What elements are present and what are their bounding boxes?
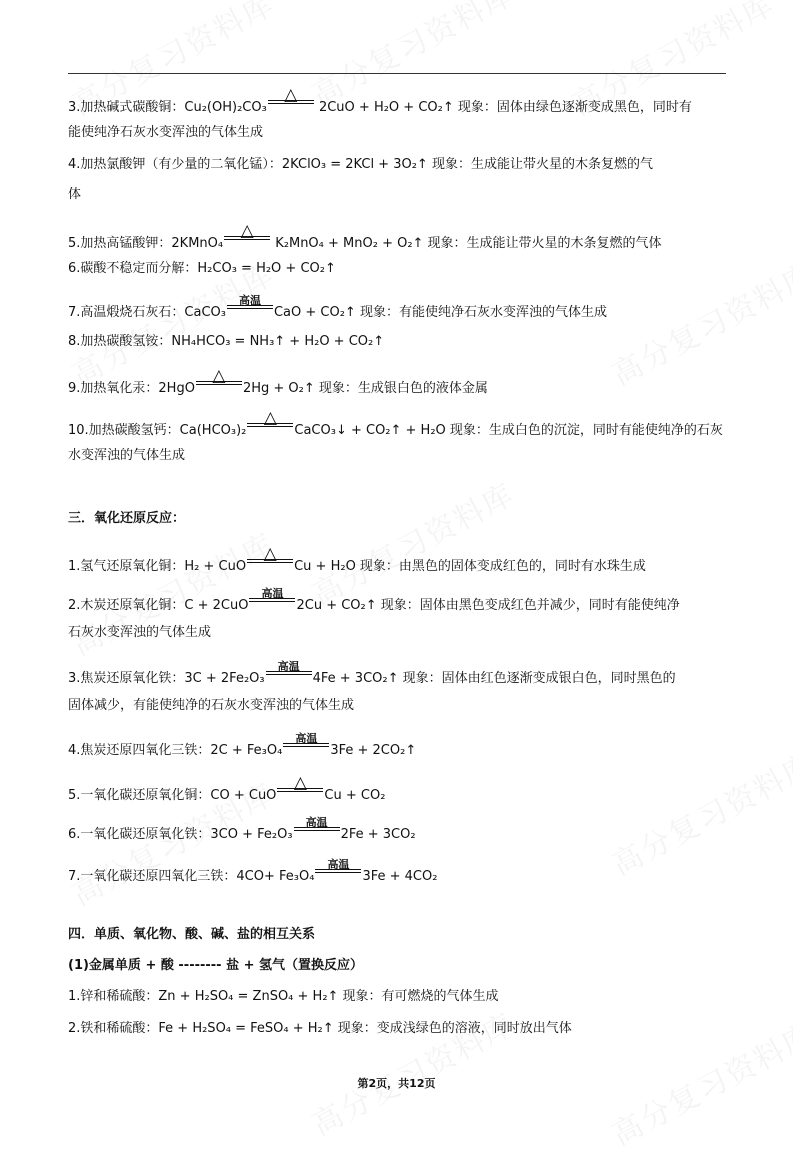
reaction-condition-sign <box>227 294 273 316</box>
text-line <box>68 187 728 203</box>
condition-label: △ <box>240 221 254 241</box>
reaction-condition-sign <box>268 85 314 111</box>
text-line <box>68 1021 728 1037</box>
text-run: 2.铁和稀硫酸：Fe + H₂SO₄ = FeSO₄ + H₂↑ 现象：变成浅绿色的溶液，同时放出气体 <box>68 1021 572 1036</box>
condition-label: △ <box>212 366 226 386</box>
text-line <box>68 408 728 439</box>
reaction-condition-sign <box>266 660 312 682</box>
reaction-condition-sign <box>224 221 270 247</box>
text-run: Cu + CO₂ <box>324 788 386 803</box>
section-heading <box>68 927 728 943</box>
text-line <box>68 989 728 1005</box>
text-line <box>68 448 728 464</box>
text-run: 石灰水变浑浊的气体生成 <box>68 625 212 640</box>
reaction-condition-sign <box>196 366 242 392</box>
text-run: CaO + CO₂↑ 现象：有能使纯净石灰水变浑浊的气体生成 <box>273 305 607 320</box>
text-run: 4.加热氯酸钾（有少量的二氧化锰）：2KClO₃ = 2KCl + 3O₂↑ 现象：生成能让带火星的木条复燃的气 <box>68 157 653 172</box>
watermark-text <box>603 740 793 884</box>
text-run: 四．单质、氧化物、酸、碱、盐的相互关系 <box>68 927 316 942</box>
text-run: 3Fe + 4CO₂ <box>362 869 438 884</box>
section-heading <box>68 958 728 974</box>
page-footer: 第2页，共12页 <box>357 1077 436 1090</box>
reaction-condition-sign <box>294 816 340 838</box>
text-line <box>68 125 728 141</box>
text-line <box>68 698 728 714</box>
text-run: 2CuO + H₂O + CO₂↑ 现象：固体由绿色逐渐变成黑色，同时有 <box>314 100 692 115</box>
text-run: 3Fe + 2CO₂↑ <box>330 743 417 758</box>
condition-label: 高温 <box>277 660 300 673</box>
text-run: 2Hg + O₂↑ 现象：生成银白色的液体金属 <box>242 381 488 396</box>
text-run: 三．氧化还原反应： <box>68 511 186 526</box>
condition-label: 高温 <box>261 587 284 600</box>
text-run: 1.锌和稀硫酸：Zn + H₂SO₄ = ZnSO₄ + H₂↑ 现象：有可燃烧的气体生成 <box>68 989 499 1004</box>
text-run: 6.碳酸不稳定而分解：H₂CO₃ = H₂O + CO₂↑ <box>68 261 336 276</box>
text-line <box>68 773 728 804</box>
text-run: 能使纯净石灰水变浑浊的气体生成 <box>68 125 264 140</box>
text-run: CaCO₃↓ + CO₂↑ + H₂O 现象：生成白色的沉淀，同时有能使纯净的石灰 <box>294 423 723 438</box>
condition-label: 高温 <box>295 732 318 745</box>
section-heading <box>68 511 728 527</box>
text-run: 体 <box>68 187 82 202</box>
text-run: 7.一氧化碳还原四氧化三铁：4CO+ Fe₃O₄ <box>68 869 315 884</box>
text-line <box>68 366 728 397</box>
text-run: 8.加热碳酸氢铵：NH₄HCO₃ = NH₃↑ + H₂O + CO₂↑ <box>68 334 385 349</box>
text-run: 6.一氧化碳还原氧化铁：3CO + Fe₂O₃ <box>68 827 293 842</box>
text-run: 10.加热碳酸氢钙：Ca(HCO₃)₂ <box>68 423 247 438</box>
text-run: (1)金属单质 + 酸 -------- 盐 + 氢气（置换反应） <box>68 958 364 973</box>
text-run: 5.一氧化碳还原氧化铜：CO + CuO <box>68 788 277 803</box>
reaction-condition-sign <box>247 408 293 434</box>
text-run: 固体减少，有能使纯净的石灰水变浑浊的气体生成 <box>68 698 355 713</box>
text-run: 7.高温煅烧石灰石：CaCO₃ <box>68 305 226 320</box>
text-line <box>68 587 728 614</box>
condition-label: 高温 <box>238 294 261 307</box>
text-line <box>68 294 728 321</box>
text-run: 3.焦炭还原氧化铁：3C + 2Fe₂O₃ <box>68 671 265 686</box>
header-rule <box>68 73 726 74</box>
text-run: 4Fe + 3CO₂↑ 现象：固体由红色逐渐变成银白色，同时黑色的 <box>312 671 676 686</box>
text-line <box>68 221 728 252</box>
text-line <box>68 816 728 843</box>
text-line <box>68 334 728 350</box>
text-line <box>68 544 728 575</box>
text-run: 3.加热碱式碳酸铜：Cu₂(OH)₂CO₃ <box>68 100 267 115</box>
text-run: 1.氢气还原氧化铜：H₂ + CuO <box>68 559 247 574</box>
reaction-condition-sign <box>247 544 293 570</box>
text-line <box>68 625 728 641</box>
text-run: 4.焦炭还原四氧化三铁：2C + Fe₃O₄ <box>68 743 283 758</box>
text-run: 9.加热氧化汞：2HgO <box>68 381 195 396</box>
text-line <box>68 858 728 885</box>
condition-label: △ <box>263 544 277 564</box>
text-run: 2.木炭还原氧化铜：C + 2CuO <box>68 598 249 613</box>
condition-label: △ <box>284 85 298 105</box>
watermark-text <box>63 520 281 664</box>
text-run: 水变浑浊的气体生成 <box>68 448 186 463</box>
condition-label: 高温 <box>305 816 328 829</box>
reaction-condition-sign <box>277 773 323 799</box>
text-run: 2Cu + CO₂↑ 现象：固体由黑色变成红色并减少，同时有能使纯净 <box>296 598 680 613</box>
text-line <box>68 85 728 116</box>
text-line <box>68 660 728 687</box>
text-line <box>68 732 728 759</box>
condition-label: △ <box>263 408 277 428</box>
text-run: 5.加热高锰酸钾：2KMnO₄ <box>68 236 224 251</box>
condition-label: △ <box>293 773 307 793</box>
reaction-condition-sign <box>315 858 361 880</box>
text-line <box>68 261 728 277</box>
text-line <box>68 157 728 173</box>
text-run: K₂MnO₄ + MnO₂ + O₂↑ 现象：生成能让带火星的木条复燃的气体 <box>271 236 662 251</box>
condition-label: 高温 <box>327 858 350 871</box>
reaction-condition-sign <box>249 587 295 609</box>
text-run: 2Fe + 3CO₂ <box>340 827 416 842</box>
text-run: Cu + H₂O 现象：由黑色的固体变成红色的，同时有水珠生成 <box>294 559 646 574</box>
reaction-condition-sign <box>283 732 329 754</box>
